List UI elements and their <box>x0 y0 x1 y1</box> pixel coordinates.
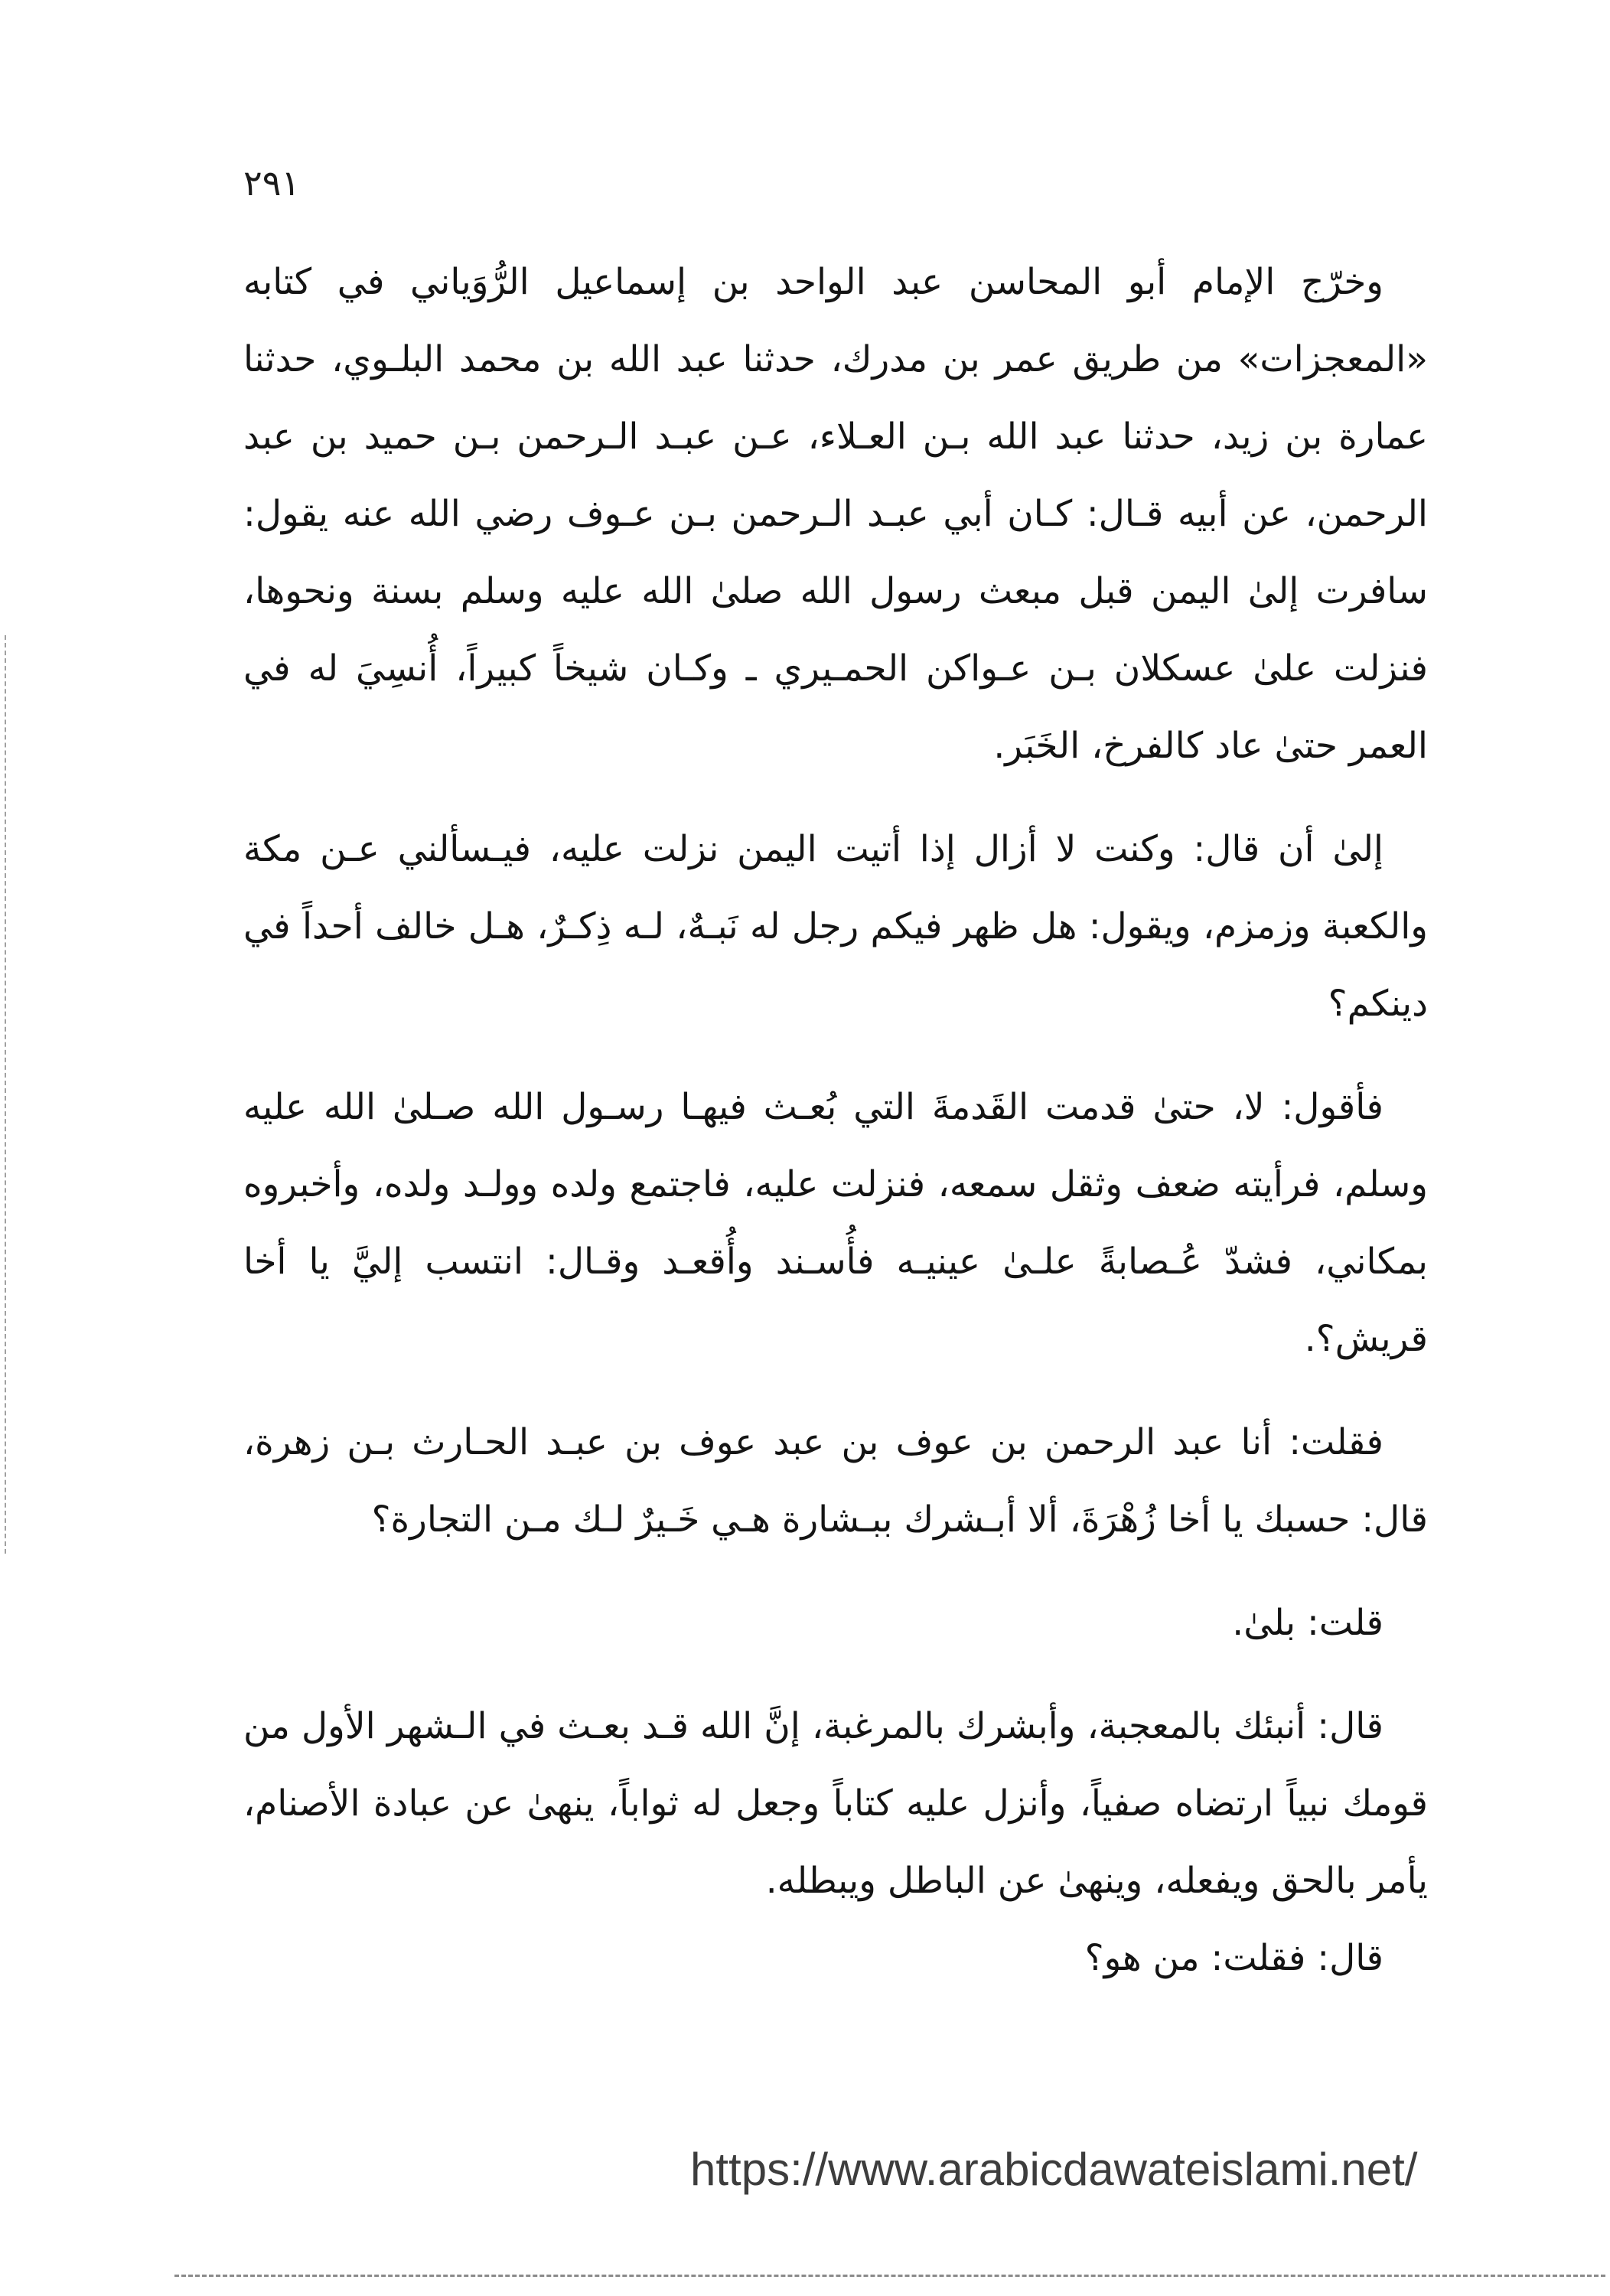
paragraph-question: إلىٰ أن قال: وكنت لا أزال إذا أتيت اليمن نزلت عليه، فيـسألني عـن مكة والكعبة وزمزم، ويقول: هل ظهر فيكم رجل له نَبـهٌ، لـه ذِكـرٌ، هـل خالف أحداً في دينكم؟ <box>243 828 1428 1025</box>
page-number: ٢٩١ <box>243 162 301 204</box>
source-watermark-url: https://www.arabicdawateislami.net/ <box>690 2144 1418 2195</box>
paragraph-glad-tidings: قال: أنبئك بالمعجبة، وأبشرك بالمرغبة، إنَّ الله قـد بعـث في الـشهر الأول من قومك نبياً ارتضاه صفياً، وأنزل عليه كتاباً وجعل له ثواباً، ينهىٰ عن عبادة الأصنام، يأمر بالحق ويفعله، وينهىٰ عن الباطل ويبطله. <box>243 1705 1428 1902</box>
body-text <box>243 243 1428 1997</box>
paragraph-reply: قلت: بلىٰ. <box>1232 1602 1383 1644</box>
paragraph-arrival: فأقول: لا، حتىٰ قدمت القَدمةَ التي بُعـث فيهـا رسـول الله صـلىٰ الله عليه وسلم، فرأيته ضعف وثقل سمعه، فنزلت عليه، فاجتمع ولده وولـد ولده، وأخبروه بمكاني، فشدّ عُـصابةً علـىٰ عينيـه فأُسـند وأُقعـد وقـال: انتسب إليَّ يا أخا قريش؟. <box>243 1086 1428 1360</box>
paragraph-who-is-he: قال: فقلت: من هو؟ <box>1084 1937 1383 1979</box>
scan-edge-mark <box>5 635 6 1554</box>
paragraph-lineage: فقلت: أنا عبد الرحمن بن عوف بن عبد عوف بن عبـد الحـارث بـن زهرة، قال: حسبك يا أخا زُهْرَةَ، ألا أبـشرك ببـشارة هـي خَـيرٌ لـك مـن التجارة؟ <box>243 1421 1428 1541</box>
paragraph-isnad: وخرّج الإمام أبو المحاسن عبد الواحد بن إسماعيل الرُّوَياني في كتابه «المعجزات» من طريق عمر بن مدرك، حدثنا عبد الله بن محمد البلـوي، حدثنا عمارة بن زيد، حدثنا عبد الله بـن العـلاء، عـن عبـد الـرحمن بـن حميد بن عبد الرحمن، عن أبيه قـال: كـان أبي عبـد الـرحمن بـن عـوف رضي الله عنه يقول: سافرت إلىٰ اليمن قبل مبعث رسول الله صلىٰ الله عليه وسلم بسنة ونحوها، فنزلت علىٰ عسكلان بـن عـواكن الحمـيري ـ وكـان شيخاً كبيراً، أُنسِيَ له في العمر حتىٰ عاد كالفرخ، الخَبَر. <box>243 261 1428 767</box>
scan-bottom-rule <box>174 2275 1605 2277</box>
